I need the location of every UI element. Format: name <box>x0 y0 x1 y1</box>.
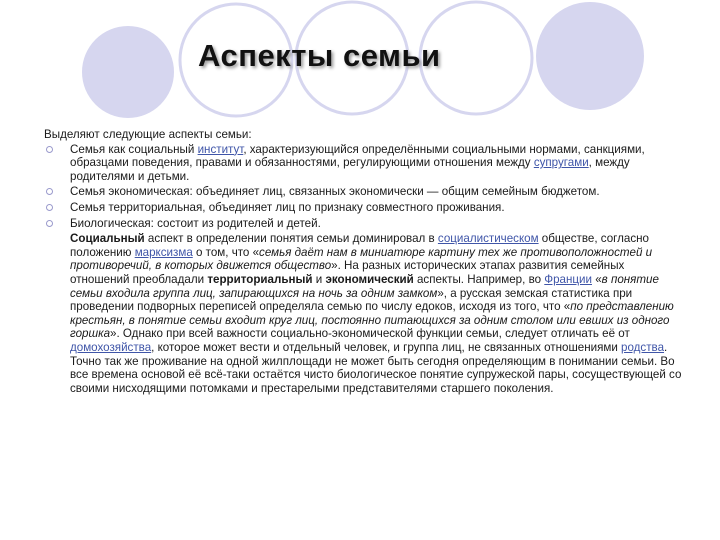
text-run: Семья как социальный <box>70 142 198 156</box>
text-run: , которое может вести и отдельный человек, и группа лиц, не связанных отношениями <box>151 340 622 354</box>
quote-text: в понятие семьи входила группа лиц, запирающихся на ночь за одним замком <box>70 272 659 300</box>
list-item <box>44 185 684 199</box>
intro-text: Выделяют следующие аспекты семьи: <box>44 128 252 141</box>
text-run: Семья территориальная, объединяет лиц по признаку совместного проживания. <box>70 200 505 214</box>
quote-text: по представлению крестьян, в понятие семьи входит круг лиц, постоянно питающихся за одним столом или евших из одного горшка <box>70 300 674 341</box>
inline-link[interactable]: институт <box>197 142 244 156</box>
inline-link[interactable]: домохозяйства <box>70 340 152 354</box>
text-run: и <box>312 272 326 286</box>
quote-text: семья даёт нам в миниатюре картину тех же противоположностей и противоречий, в которых движется общество <box>70 245 653 273</box>
text-run: аспекты. Например, во <box>413 272 545 286</box>
text-run: ». На разных исторических этапах развития семейных отношений преобладали <box>70 259 625 286</box>
inline-link[interactable]: супругами <box>533 156 589 170</box>
text-run: , характеризующийся определёнными социальными нормами, санкциями, образцами поведения, правами и обязанностями, регулирующими отношения между <box>70 142 645 170</box>
text-run: аспект в определении понятия семьи доминировал в <box>144 232 438 246</box>
inline-link[interactable]: марксизма <box>134 245 193 259</box>
inline-link[interactable]: Франции <box>544 272 592 286</box>
bold-text: Социальный <box>70 232 145 246</box>
inline-link[interactable]: родства <box>621 340 665 354</box>
circle-1 <box>82 26 174 118</box>
slide-body <box>44 128 684 397</box>
text-run: « <box>592 272 602 286</box>
aspects-list <box>44 143 684 396</box>
text-run: », а русская земская статистика при проведении подворных переписей определяла семью по числу едоков, исходя из того, что « <box>70 286 633 314</box>
text-run: обществе, согласно положению <box>70 232 649 259</box>
inline-link[interactable]: социалистическом <box>437 232 539 246</box>
bold-text: территориальный <box>207 272 313 286</box>
list-item <box>44 143 684 184</box>
bold-text: экономический <box>325 272 414 286</box>
text-run: , между родителями и детьми. <box>70 156 630 183</box>
text-run: Биологическая: состоит из родителей и детей. <box>70 216 321 230</box>
list-item <box>44 201 684 215</box>
circle-5 <box>536 2 644 110</box>
slide-title: Аспекты семьи <box>198 38 441 73</box>
text-run: . Точно так же проживание на одной жилплощади не может быть сегодня определяющим в понимании семьи. Во все времена основой её всё-таки остаётся чисто биологическое понятие супружеской пары, сосуществующей со своими нисходящими потомками и престарелыми представителями старшего поколения. <box>70 340 682 395</box>
list-item <box>44 217 684 231</box>
text-run: о том, что « <box>192 245 260 259</box>
text-run: Семья экономическая: объединяет лиц, связанных экономически — общим семейным бюджетом. <box>70 185 600 199</box>
bullet-icon <box>46 188 53 195</box>
bullet-icon <box>46 204 53 211</box>
bullet-icon <box>46 220 53 227</box>
bullet-icon <box>46 146 53 153</box>
list-item <box>44 232 684 395</box>
text-run: ». Однако при всей важности социально-экономической функции семьи, следует отличать её от <box>110 327 630 341</box>
